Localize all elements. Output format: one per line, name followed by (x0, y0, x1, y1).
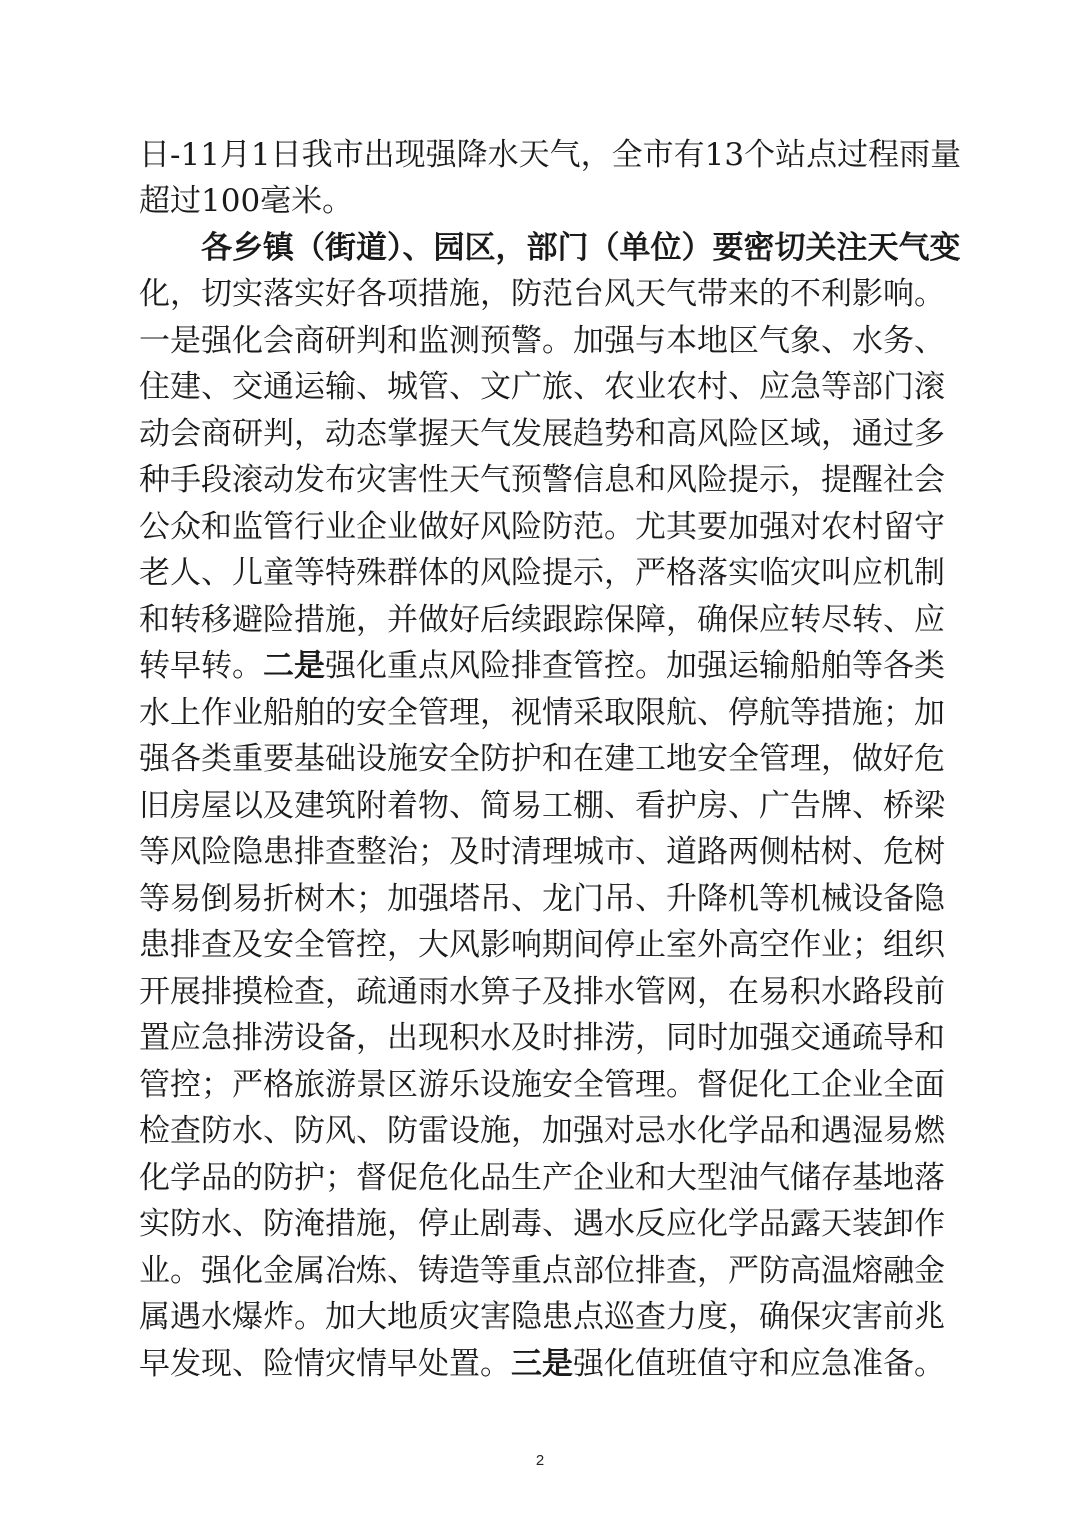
paragraph-2-line-23: 业。强化金属冶炼、铸造等重点部位排查，严防高温熔融金 (139, 1253, 945, 1289)
paragraph-2-line-11: 水上作业船舶的安全管理，视情采取限航、停航等措施；加 (139, 695, 945, 731)
paragraph-2-line-6: 种手段滚动发布灾害性天气预警信息和风险提示，提醒社会 (139, 462, 945, 498)
paragraph-2-line-15: 等易倒易折树木；加强塔吊、龙门吊、升降机等机械设备隐 (139, 881, 945, 917)
paragraph-2-line-20: 检查防水、防风、防雷设施，加强对忌水化学品和遇湿易燃 (139, 1113, 945, 1149)
paragraph-2-line-8: 老人、儿童等特殊群体的风险提示，严格落实临灾叫应机制 (139, 555, 945, 591)
paragraph-2-line-3: 一是强化会商研判和监测预警。加强与本地区气象、水务、 (139, 323, 945, 359)
paragraph-2-line-7: 公众和监管行业企业做好风险防范。尤其要加强对农村留守 (139, 509, 945, 545)
item-three-marker: 三是 (511, 1346, 573, 1382)
paragraph-2-line-24: 属遇水爆炸。加大地质灾害隐患点巡查力度，确保灾害前兆 (139, 1299, 945, 1335)
paragraph-2-line-4: 住建、交通运输、城管、文广旅、农业农村、应急等部门滚 (139, 369, 945, 405)
paragraph-2-line-2: 化，切实落实好各项措施，防范台风天气带来的不利影响。 (139, 276, 945, 312)
item-two-marker: 二是 (263, 648, 325, 684)
line-10-text-b: 强化重点风险排查管控。加强运输船舶等各类 (325, 648, 945, 684)
paragraph-1-line-2: 超过100毫米。 (139, 183, 354, 219)
paragraph-2-line-13: 旧房屋以及建筑附着物、简易工棚、看护房、广告牌、桥梁 (139, 788, 945, 824)
paragraph-2-line-18: 置应急排涝设备，出现积水及时排涝，同时加强交通疏导和 (139, 1020, 945, 1056)
paragraph-2-line-22: 实防水、防淹措施，停止剧毒、遇水反应化学品露天装卸作 (139, 1206, 945, 1242)
line-10-text-a: 转早转。 (139, 648, 263, 684)
line-25-text-a: 早发现、险情灾情早处置。 (139, 1346, 511, 1382)
paragraph-2-line-1 (201, 222, 961, 274)
paragraph-2-line-14: 等风险隐患排查整治；及时清理城市、道路两侧枯树、危树 (139, 834, 945, 870)
paragraph-2-line-25 (139, 1338, 945, 1390)
paragraph-2-line-19: 管控；严格旅游景区游乐设施安全管理。督促化工企业全面 (139, 1067, 945, 1103)
paragraph-1-line-1: 日-11月1日我市出现强降水天气，全市有13个站点过程雨量 (139, 137, 962, 173)
paragraph-2-line-17: 开展排摸检查，疏通雨水箅子及排水管网，在易积水路段前 (139, 974, 945, 1010)
paragraph-2-line-12: 强各类重要基础设施安全防护和在建工地安全管理，做好危 (139, 741, 945, 777)
line-25-text-b: 强化值班值守和应急准备。 (573, 1346, 945, 1382)
paragraph-2-lead: 各乡镇（街道）、园区，部门（单位）要密切关注天气变 (201, 230, 961, 266)
page-number: 2 (535, 1452, 545, 1469)
paragraph-2-line-10 (139, 640, 945, 692)
paragraph-2-line-16: 患排查及安全管控，大风影响期间停止室外高空作业；组织 (139, 927, 945, 963)
paragraph-2-line-21: 化学品的防护；督促危化品生产企业和大型油气储存基地落 (139, 1160, 945, 1196)
paragraph-2-line-9: 和转移避险措施，并做好后续跟踪保障，确保应转尽转、应 (139, 602, 945, 638)
paragraph-2-line-5: 动会商研判，动态掌握天气发展趋势和高风险区域，通过多 (139, 416, 945, 452)
